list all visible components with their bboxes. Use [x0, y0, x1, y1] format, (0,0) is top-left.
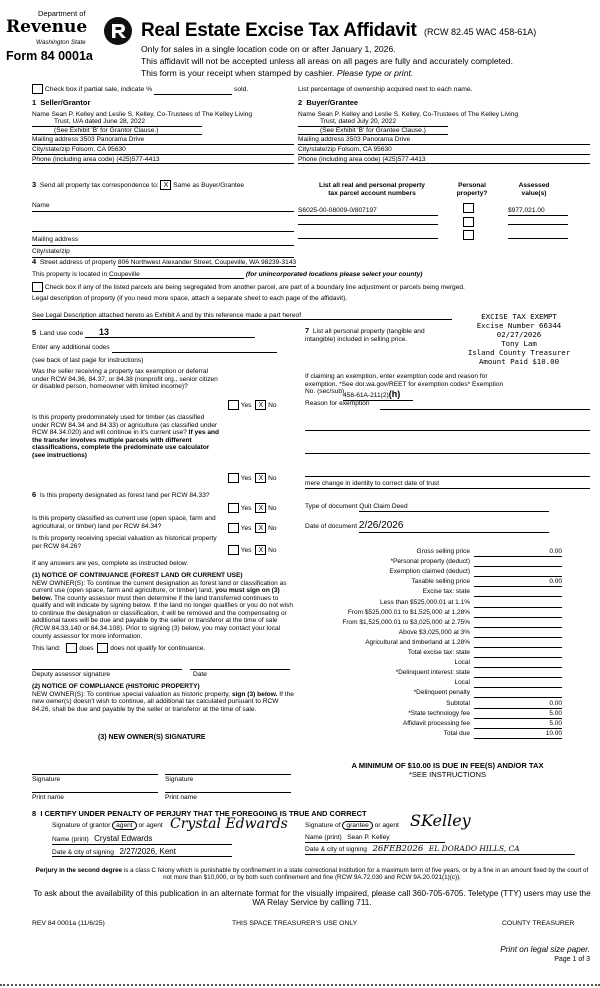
- tax-row-label: From $1,525,000.01 to $3,025,000 at 2.75%: [342, 618, 470, 626]
- q5-1-no-checkbox[interactable]: X: [255, 400, 266, 410]
- grantee-signature-block: Signature of grantee or agent SKelley Name (print) Sean P. Kelley Date & city of signing 26FEB2026 EL DORADO HILLS, CA: [305, 822, 590, 855]
- tax-row: [305, 599, 590, 609]
- perjury-notice: Perjury in the second degree is a class C felony which is punishable by confinement in a state correctional institution for a maximum term of five years, or by a fine in an amount fixed by the court of not more than $10,000, or by both such confinement and fine (RCW 9A.72.030 and RCW 9A.20.021(1)(c)).: [35, 867, 589, 882]
- land-does-checkbox[interactable]: [66, 643, 77, 653]
- seller-section: 1 Seller/Grantor Name Sean P. Kelley and Leslie S. Kelley, Co-Trustees of The Kelley Living Trust, U/A dated June 28, 2022 (See Exhibit 'B' for Grantor Clause.) Mailing address 3503 Panorama Drive City/state/zip Folsom, CA 95630 Phone (including area code) (425)577-4413: [32, 99, 294, 164]
- form-title: Real Estate Excise Tax Affidavit: [141, 20, 417, 41]
- personal-property-checkbox-3[interactable]: [463, 230, 474, 240]
- q6-2-no-checkbox[interactable]: X: [255, 523, 266, 533]
- tax-correspondence-section: 3 Send all property tax correspondence to: X Same as Buyer/Grantee Name Mailing address City/state/zip: [32, 180, 294, 258]
- q5-2-no-checkbox[interactable]: X: [255, 473, 266, 483]
- tax-row-value[interactable]: 10.00: [474, 730, 562, 739]
- tax-row-label: Gross selling price: [416, 548, 470, 555]
- minimum-fee-notice: A MINIMUM OF $10.00 IS DUE IN FEE(S) AND/OR TAX *SEE INSTRUCTIONS: [351, 761, 544, 779]
- partial-sale-checkbox[interactable]: [32, 84, 43, 94]
- certification-heading: 8 I CERTIFY UNDER PENALTY OF PERJURY THAT THE FOREGOING IS TRUE AND CORRECT: [32, 809, 367, 818]
- tax-row: [305, 619, 590, 629]
- tax-row-value[interactable]: [474, 609, 562, 618]
- tax-row-label: Subtotal: [446, 699, 470, 707]
- tax-row-value[interactable]: [474, 619, 562, 628]
- tax-row-value[interactable]: 5.00: [474, 720, 562, 729]
- exemption-code: 458-61A-211(2)(h): [343, 389, 413, 401]
- tax-row: [305, 730, 590, 740]
- assessed-value: $977,021.00: [508, 207, 568, 216]
- buyer-section: 2 Buyer/Grantee Name Sean P. Kelley and Leslie S. Kelley, Co-Trustees of The Kelley Living Trust, dated July 20, 2022 (See Exhibit 'B' for Grantee Clause.) Mailing address 3503 Panorama Drive City/state/zip Folsom, CA 95630 Phone (including area code) (425)577-4413: [298, 99, 590, 164]
- land-use-code: 13: [85, 327, 255, 338]
- tax-row-value[interactable]: [474, 679, 562, 688]
- tax-row-label: *State technology fee: [408, 709, 470, 717]
- q6-3-yes-checkbox[interactable]: [228, 545, 239, 555]
- form-rcw: (RCW 82.45 WAC 458-61A): [424, 27, 537, 37]
- tax-row-label: Exemption claimed (deduct): [389, 568, 470, 576]
- treasurer-stamp: EXCISE TAX EXEMPT Excise Number 66344 02/27/2026 Tony Lam Island County Treasurer Amount Paid $10.00: [467, 312, 571, 366]
- q6-3-no-checkbox[interactable]: X: [255, 545, 266, 555]
- tax-row-value[interactable]: [474, 568, 562, 577]
- seller-name: Sean P. Kelley and Leslie S. Kelley, Co-Trustees of The Kelley Living: [51, 110, 253, 118]
- q6-1-no-checkbox[interactable]: X: [255, 503, 266, 513]
- tax-row: [305, 659, 590, 669]
- tax-row-label: *Delinquent interest: state: [395, 669, 470, 677]
- tax-row-label: Excise tax: state: [422, 588, 470, 596]
- tax-row: [305, 578, 590, 588]
- tax-row: [305, 649, 590, 659]
- tax-row-label: Local: [454, 679, 470, 687]
- tax-row-label: Agricultural and timberland at 1.28%: [365, 638, 470, 646]
- segregated-checkbox[interactable]: [32, 282, 43, 292]
- tax-row-value[interactable]: [474, 669, 562, 678]
- tax-row-label: *Personal property (deduct): [390, 558, 470, 566]
- tax-row: [305, 689, 590, 699]
- tax-row-value[interactable]: [474, 659, 562, 668]
- tax-row-value[interactable]: [474, 649, 562, 658]
- q5-2-yes-checkbox[interactable]: [228, 473, 239, 483]
- tax-row-label: Total excise tax: state: [407, 649, 470, 656]
- same-as-buyer-checkbox[interactable]: X: [160, 180, 171, 190]
- exemption-reason: mere change in identity to correct date of trust: [305, 480, 590, 489]
- tax-row: [305, 548, 590, 558]
- seller-mailing: 3503 Panorama Drive: [80, 136, 145, 144]
- section-6: 6 Is this property designated as forest land per RCW 84.33?: [32, 490, 210, 499]
- tax-row-value[interactable]: 5.00: [474, 710, 562, 719]
- tax-row: [305, 679, 590, 689]
- personal-property-checkbox[interactable]: [463, 203, 474, 213]
- tax-row-value[interactable]: 0.00: [474, 578, 562, 587]
- tax-row: [305, 639, 590, 649]
- tax-row-label: Local: [454, 659, 470, 667]
- buyer-name: Sean P. Kelley and Leslie S. Kelley, Co-Trustees of The Kelley Living: [317, 110, 519, 118]
- tax-row: [305, 710, 590, 720]
- tax-row-value[interactable]: [474, 558, 562, 567]
- tax-row: [305, 669, 590, 679]
- bottom-edge: [0, 984, 600, 986]
- tax-row-value[interactable]: [474, 588, 562, 597]
- tax-row-value[interactable]: 0.00: [474, 700, 562, 709]
- tax-row-label: Total due: [443, 729, 470, 737]
- document-date: 2/26/2026: [359, 520, 549, 533]
- tax-row-label: Taxable selling price: [411, 578, 470, 586]
- q6-2-yes-checkbox[interactable]: [228, 523, 239, 533]
- tax-row-label: Affidavit processing fee: [402, 719, 470, 727]
- property-street: 806 Northwest Alexander Street, Coupeville, WA 98239-3143: [117, 259, 297, 266]
- tax-row-label: Above $3,025,000 at 3%: [398, 628, 470, 636]
- tax-row-value[interactable]: [474, 629, 562, 638]
- form-number: Form 84 0001a: [6, 49, 93, 63]
- tax-row-value[interactable]: 0.00: [474, 548, 562, 557]
- parcel-number: S6025-00-08009-0/807197: [298, 207, 438, 216]
- q6-1-yes-checkbox[interactable]: [228, 503, 239, 513]
- personal-property-checkbox-2[interactable]: [463, 217, 474, 227]
- land-does-not-checkbox[interactable]: [97, 643, 108, 653]
- document-type: Quit Claim Deed: [359, 503, 549, 512]
- tax-row-label: *Delinquent penalty: [413, 689, 470, 697]
- tax-row-value[interactable]: [474, 639, 562, 648]
- tax-row-label: Less than $525,000.01 at 1.1%: [380, 598, 470, 606]
- accessibility-notice: To ask about the availability of this publication in an alternate format for the visually impaired, please call 360-705-6705. Teletype (TTY) users may use the WA Relay Service by calling 711.: [33, 889, 591, 908]
- tax-row: [305, 700, 590, 710]
- tax-row-label: From $525,000.01 to $1,525,000 at 1.28%: [347, 608, 470, 616]
- dept-logo: Department of Revenue Washington State Form 84 0001a: [8, 10, 138, 78]
- tax-row-value[interactable]: [474, 689, 562, 698]
- property-section: 4 Street address of property 806 Northwest Alexander Street, Coupeville, WA 98239-3143 This property is located in Coupeville (for unincorporated locations please select your county) Check box if any of the listed parcels are being segregated from another parcel, are part of a boundary line adjustment or parcels being merged. Legal description of property (if you need more space, attach a separate sheet to each page of the affidavit). See Legal Description attached hereto as Exhibit A and by this reference made a part hereof: [32, 257, 465, 319]
- grantor-signature: Crystal Edwards: [170, 816, 288, 832]
- tax-row: [305, 558, 590, 568]
- grantee-signature: SKelley: [410, 811, 471, 830]
- tax-row: [305, 568, 590, 578]
- property-location: Coupeville: [109, 271, 244, 280]
- tax-row-value[interactable]: [474, 599, 562, 608]
- section-5: 5 Land use code 13 Enter any additional codes (see back of last page for instructions): [32, 327, 294, 365]
- q5-1-yes-checkbox[interactable]: [228, 400, 239, 410]
- tax-row: [305, 720, 590, 730]
- tax-row: [305, 629, 590, 639]
- tax-row: [305, 588, 590, 598]
- grantor-signature-block: Signature of grantor agent or agent Crystal Edwards Name (print) Crystal Edwards Date & city of signing 2/27/2026, Kent: [52, 816, 288, 856]
- tax-row: [305, 609, 590, 619]
- legal-description: See Legal Description attached hereto as Exhibit A and by this reference made a part hereof: [32, 312, 452, 321]
- section-7: 7 List all personal property (tangible and intangible) included in selling price.: [305, 326, 425, 343]
- revenue-logo-icon: [103, 16, 133, 46]
